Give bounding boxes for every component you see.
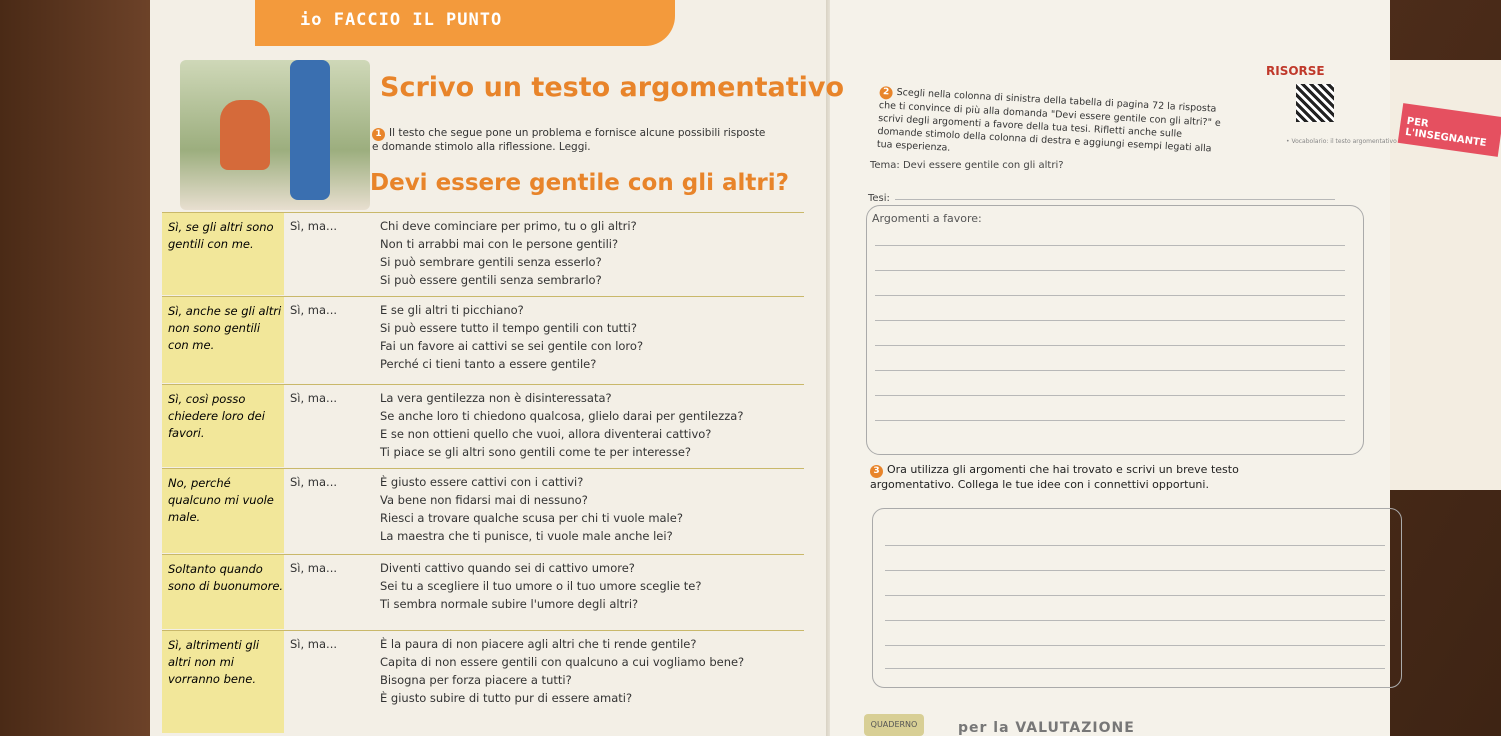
table-row [162, 468, 804, 553]
writing-line [885, 545, 1385, 546]
photo-illustration [180, 60, 370, 210]
writing-line [875, 345, 1345, 346]
objection-cell: Sì, ma... [290, 303, 338, 317]
writing-line [875, 320, 1345, 321]
question-line: Perché ci tieni tanto a essere gentile? [380, 357, 597, 371]
question-line: Riesci a trovare qualche scusa per chi ti vuole male? [380, 511, 683, 525]
table-row [162, 296, 804, 383]
arguments-table [162, 212, 804, 732]
question-line: Capita di non essere gentili con qualcuno a cui vogliamo bene? [380, 655, 745, 669]
question-line: È la paura di non piacere agli altri che ti rende gentile? [380, 637, 697, 651]
question-line: È giusto subire di tutto pur di essere amati? [380, 691, 633, 705]
argomenti-box[interactable] [866, 205, 1364, 455]
step-3 [870, 463, 1270, 492]
questions-cell [380, 213, 800, 289]
answer-cell: Sì, altrimenti gli altri non mi vorranno bene. [162, 631, 284, 733]
objection-cell: Sì, ma... [290, 475, 338, 489]
risorse-label: RISORSE [1266, 64, 1325, 78]
question-line: Diventi cattivo quando sei di cattivo umore? [380, 561, 635, 575]
answer-cell: Sì, se gli altri sono gentili con me. [162, 213, 284, 295]
main-question: Devi essere gentile con gli altri? [370, 170, 789, 196]
writing-line [875, 245, 1345, 246]
table-row [162, 212, 804, 295]
table-row [162, 554, 804, 629]
question-line: Fai un favore ai cattivi se sei gentile con loro? [380, 339, 644, 353]
writing-line [875, 295, 1345, 296]
writing-line [895, 199, 1335, 200]
writing-line [885, 595, 1385, 596]
writing-line [885, 620, 1385, 621]
questions-cell [380, 385, 800, 461]
argomenti-label: Argomenti a favore: [872, 212, 982, 225]
table-row [162, 384, 804, 467]
question-line: Non ti arrabbi mai con le persone gentili? [380, 237, 619, 251]
question-line: Si può essere gentili senza sembrarlo? [380, 273, 602, 287]
writing-line [885, 645, 1385, 646]
step-1 [372, 127, 767, 154]
risorse-note: • Vocabolario: il testo argomentativo [1286, 138, 1397, 145]
question-line: La maestra che ti punisce, ti vuole male anche lei? [380, 529, 673, 543]
step-number: 2 [879, 86, 893, 100]
objection-cell: Sì, ma... [290, 219, 338, 233]
answer-cell: No, perché qualcuno mi vuole male. [162, 469, 284, 553]
writing-line [885, 668, 1385, 669]
objection-cell: Sì, ma... [290, 637, 338, 651]
questions-cell [380, 469, 800, 545]
page-title: Scrivo un testo argomentativo [380, 72, 845, 103]
step-2-text: Scegli nella colonna di sinistra della tabella di pagina 72 la risposta che ti convince di più alla domanda "Devi essere gentile con gli altri?" e scrivi degli argomenti a favore della tua tesi. Rifletti anche sulle domande stimolo della colonna di destra e aggiungi esempi legati alla tua esperienza. [876, 86, 1221, 155]
writing-line [875, 395, 1345, 396]
question-line: E se gli altri ti picchiano? [380, 303, 524, 317]
question-line: Va bene non fidarsi mai di nessuno? [380, 493, 588, 507]
question-line: Sei tu a scegliere il tuo umore o il tuo umore sceglie te? [380, 579, 702, 593]
child-figure [220, 100, 270, 170]
writing-line [875, 270, 1345, 271]
step-number: 3 [870, 465, 883, 478]
step-number: 1 [372, 128, 385, 141]
objection-cell: Sì, ma... [290, 391, 338, 405]
question-line: Si può essere tutto il tempo gentili con tutti? [380, 321, 637, 335]
answer-cell: Soltanto quando sono di buonumore. [162, 555, 284, 629]
banner-label: io FACCIO IL PUNTO [300, 10, 503, 30]
tesi-label: Tesi: [868, 193, 890, 204]
teacher-tab: PER L'INSEGNANTE [1398, 103, 1501, 157]
questions-cell [380, 631, 800, 707]
question-line: Chi deve cominciare per primo, tu o gli altri? [380, 219, 637, 233]
questions-cell [380, 555, 800, 613]
question-line: Ti piace se gli altri sono gentili come te per interesse? [380, 445, 692, 459]
answer-cell: Sì, anche se gli altri non sono gentili con me. [162, 297, 284, 383]
question-line: E se non ottieni quello che vuoi, allora diventerai cattivo? [380, 427, 712, 441]
testo-box[interactable] [872, 508, 1402, 688]
quaderno-badge: QUADERNO [864, 714, 924, 736]
step-3-text: Ora utilizza gli argomenti che hai trovato e scrivi un breve testo argomentativo. Collega le tue idee con i connettivi opportuni. [870, 463, 1239, 491]
step-1-text: Il testo che segue pone un problema e fornisce alcune possibili risposte e domande stimolo alla riflessione. Leggi. [372, 127, 766, 153]
objection-cell: Sì, ma... [290, 561, 338, 575]
question-line: Bisogna per forza piacere a tutti? [380, 673, 572, 687]
qr-code-icon[interactable] [1296, 84, 1334, 122]
questions-cell [380, 297, 800, 373]
writing-line [885, 570, 1385, 571]
question-line: Ti sembra normale subire l'umore degli altri? [380, 597, 639, 611]
question-line: Se anche loro ti chiedono qualcosa, glielo darai per gentilezza? [380, 409, 744, 423]
writing-line [875, 370, 1345, 371]
tema-label: Tema: Devi essere gentile con gli altri? [870, 160, 1064, 171]
adult-figure [290, 60, 330, 200]
question-line: La vera gentilezza non è disinteressata? [380, 391, 612, 405]
answer-cell: Sì, così posso chiedere loro dei favori. [162, 385, 284, 467]
writing-line [875, 420, 1345, 421]
footer-heading: per la VALUTAZIONE [958, 720, 1135, 736]
question-line: Si può sembrare gentili senza esserlo? [380, 255, 602, 269]
question-line: È giusto essere cattivi con i cattivi? [380, 475, 584, 489]
table-row [162, 630, 804, 733]
